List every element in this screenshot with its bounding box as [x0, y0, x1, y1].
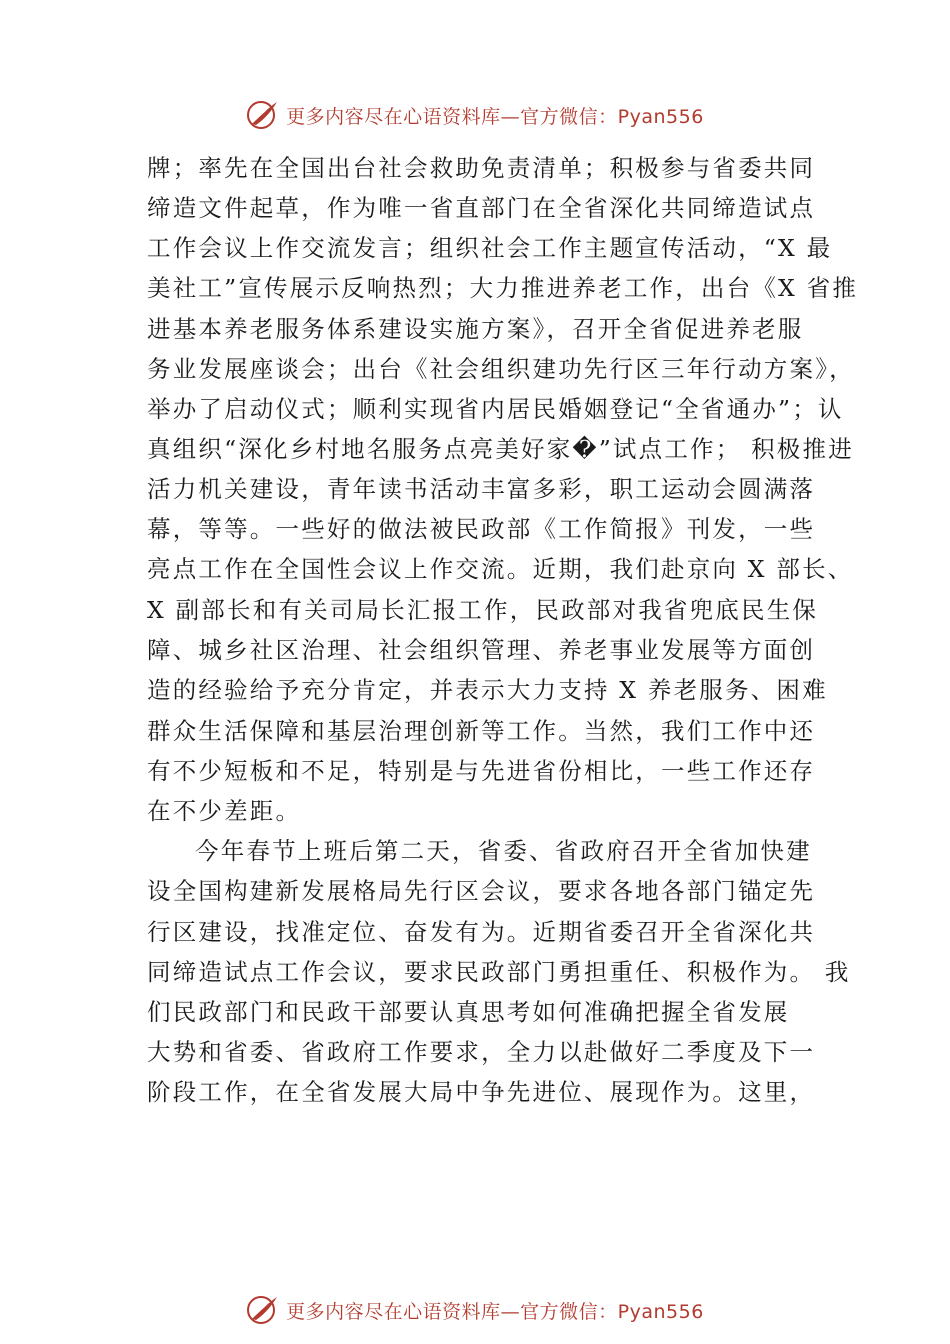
text-line: 大势和省委、省政府工作要求，全力以赴做好二季度及下一: [147, 1038, 816, 1066]
text-line: 工作会议上作交流发言；组织社会工作主题宣传活动，“X 最: [147, 234, 833, 262]
footer-banner: [0, 1290, 950, 1330]
text-line: 造的经验给予充分肯定，并表示大力支持 X 养老服务、困难: [147, 676, 828, 704]
text-line: 亮点工作在全国性会议上作交流。近期，我们赴京向 X 部长、: [147, 555, 854, 583]
text-line: 活力机关建设，青年读书活动丰富多彩，职工运动会圆满落: [147, 475, 816, 503]
text-line: 群众生活保障和基层治理创新等工作。当然，我们工作中还: [147, 717, 816, 745]
text-line: 有不少短板和不足，特别是与先进省份相比，一些工作还存: [147, 757, 816, 785]
text-line: 同缔造试点工作会议，要求民政部门勇担重任、积极作为。 我: [147, 958, 851, 986]
text-line: 牌；率先在全国出台社会救助免责清单；积极参与省委共同: [147, 154, 816, 182]
text-line: X 副部长和有关司局长汇报工作，民政部对我省兜底民生保: [147, 596, 819, 624]
text-line: 进基本养老服务体系建设实施方案》，召开全省促进养老服: [147, 315, 804, 343]
text-line: 阶段工作，在全省发展大局中争先进位、展现作为。这里，: [147, 1078, 816, 1106]
feather-pen-logo-icon: [246, 1293, 280, 1327]
text-line: 美社工”宣传展示反响热烈；大力推进养老工作，出台《X 省推: [147, 274, 859, 302]
paragraph-first-line: 今年春节上班后第二天，省委、省政府召开全省加快建: [195, 837, 812, 865]
wechat-handle: Pyan556: [617, 1300, 704, 1323]
text-line: 行区建设，找准定位、奋发有为。近期省委召开全省深化共: [147, 918, 816, 946]
header-banner: [0, 95, 950, 135]
text-line: 们民政部门和民政干部要认真思考如何准确把握全省发展: [147, 998, 790, 1026]
banner-text: 更多内容尽在心语资料库—官方微信：Pyan556: [286, 1300, 704, 1323]
text-line: 在不少差距。: [147, 797, 302, 825]
text-line: 设全国构建新发展格局先行区会议，要求各地各部门锚定先: [147, 877, 816, 905]
text-line: 真组织“深化乡村地名服务点亮美好家�”试点工作； 积极推进: [147, 435, 854, 463]
wechat-handle: Pyan556: [617, 105, 704, 128]
text-line: 举办了启动仪式；顺利实现省内居民婚姻登记“全省通办”；认: [147, 395, 844, 423]
text-line: 缔造文件起草，作为唯一省直部门在全省深化共同缔造试点: [147, 194, 816, 222]
text-line: 务业发展座谈会；出台《社会组织建功先行区三年行动方案》，: [147, 355, 855, 383]
feather-pen-logo-icon: [246, 98, 280, 132]
banner-text: 更多内容尽在心语资料库—官方微信：Pyan556: [286, 105, 704, 128]
text-line: 障、城乡社区治理、社会组织管理、养老事业发展等方面创: [147, 636, 816, 664]
text-line: 幕，等等。一些好的做法被民政部《工作简报》刊发，一些: [147, 515, 816, 543]
